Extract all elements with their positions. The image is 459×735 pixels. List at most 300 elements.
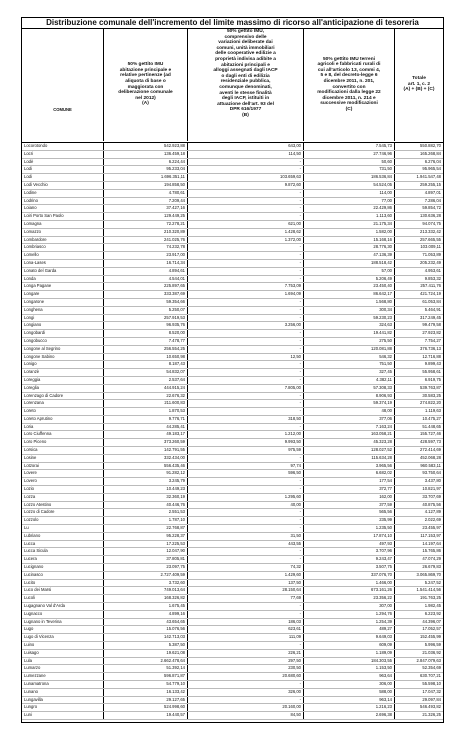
- cell-total: 10.821,97: [422, 486, 441, 492]
- cell-a: 2.551,53: [104, 509, 188, 516]
- cell-a: 256.554,25: [104, 346, 188, 353]
- cell-a: 333.387,69: [104, 291, 188, 298]
- table-row: [22, 626, 443, 634]
- cell-c: 115.634,28: [304, 455, 395, 462]
- table-row: [22, 572, 443, 580]
- cell-c: 8.906,93: [304, 393, 395, 400]
- table-row: [22, 221, 443, 229]
- cell-c: 48,00: [304, 408, 395, 415]
- cell-b: 226,21: [188, 650, 304, 657]
- cell-b: 111,09: [188, 634, 304, 641]
- cell-total: 5.247,52: [424, 579, 441, 585]
- table-row: [22, 712, 443, 720]
- cell-comune: Luco dei Marsi: [22, 587, 104, 594]
- header-column-c: 50% gettito IMU terreni agricoli e fabbricati rurali di cui all'articolo 13, commi 4, 5 e 8, del decreto-legge 6 dicembre 2011, n. 201, convertito con modificazioni dalla legge 22 dicembre 2011, n. 214 e successive modificazioni (C): [304, 28, 395, 141]
- cell-comune: Longare: [22, 291, 104, 298]
- cell-a: 29.127,65: [104, 697, 188, 704]
- cell-a: 542.923,88: [104, 143, 188, 150]
- cell-comune: Lozio: [22, 486, 104, 493]
- cell-a: 37.427,16: [104, 205, 188, 212]
- cell-c: 50,60: [304, 159, 395, 166]
- cell-comune: Lotzorai: [22, 463, 104, 470]
- cell-c: 300,34: [304, 307, 395, 314]
- table-row: [22, 299, 443, 307]
- cell-c: 609,09: [304, 642, 395, 649]
- cell-total: 51.448,65: [422, 423, 441, 429]
- table-row: [22, 650, 443, 658]
- cell-b: 297,50: [188, 658, 304, 665]
- cell-c: 1.294,76: [304, 611, 395, 618]
- table-row: [22, 642, 443, 650]
- table-row: [22, 229, 443, 237]
- table-row: [22, 619, 443, 627]
- cell-b: -: [188, 346, 304, 353]
- cell-c: 307,00: [304, 603, 395, 610]
- cell-c: 27.746,96: [304, 151, 395, 158]
- cell-a: 749.013,64: [104, 587, 188, 594]
- table-row: [22, 393, 443, 401]
- cell-total: 55.958,61: [422, 369, 441, 375]
- table-row: [22, 182, 443, 190]
- table-row: [22, 455, 443, 463]
- cell-total: 191.763,25: [420, 595, 441, 601]
- cell-b: -: [188, 400, 304, 407]
- cell-c: 47.136,39: [304, 252, 395, 259]
- table-row: [22, 268, 443, 276]
- cell-c: 23.356,22: [304, 595, 395, 602]
- cell-a: 241.025,76: [104, 237, 188, 244]
- cell-a: 210.320,89: [104, 229, 188, 236]
- cell-total: 152.455,99: [420, 634, 441, 640]
- cell-a: 211.600,83: [104, 400, 188, 407]
- cell-c: 7.163,24: [304, 424, 395, 431]
- cell-b: 186,03: [188, 619, 304, 626]
- table-row: [22, 377, 443, 385]
- table-row: [22, 291, 443, 299]
- cell-a: 2.727.409,59: [104, 572, 188, 579]
- cell-a: 16.714,34: [104, 260, 188, 267]
- cell-b: 623,61: [188, 626, 304, 633]
- cell-b: -: [188, 268, 304, 275]
- cell-total: 6.276,04: [424, 158, 441, 164]
- cell-comune: Lumarzo: [22, 665, 104, 672]
- cell-c: 184.303,55: [304, 658, 395, 665]
- cell-total: 103.009,11: [420, 244, 441, 250]
- cell-comune: Lodi Vecchio: [22, 182, 104, 189]
- cell-a: 444.915,24: [104, 385, 188, 392]
- cell-comune: Lodrino: [22, 198, 104, 205]
- cell-c: 1.582,00: [304, 229, 395, 236]
- table-row: [22, 502, 443, 510]
- table-row: [22, 166, 443, 174]
- cell-comune: Lodi: [22, 174, 104, 181]
- cell-a: 332.434,00: [104, 455, 188, 462]
- cell-total: 94.074,75: [422, 220, 441, 226]
- cell-total: 47.074,29: [422, 556, 441, 562]
- cell-b: -: [188, 455, 304, 462]
- cell-comune: Lomazzo: [22, 229, 104, 236]
- cell-a: 91.282,12: [104, 470, 188, 477]
- cell-comune: Lomello: [22, 252, 104, 259]
- cell-comune: Longhena: [22, 307, 104, 314]
- table-row: [22, 533, 443, 541]
- cell-total: 4.953,61: [424, 267, 441, 273]
- cell-c: 1.466,00: [304, 580, 395, 587]
- cell-b: 621,00: [188, 221, 304, 228]
- cell-total: 4.127,89: [424, 509, 441, 515]
- cell-a: 4.899,16: [104, 611, 188, 618]
- table-row: [22, 611, 443, 619]
- cell-a: 1.870,53: [104, 408, 188, 415]
- cell-b: 9.872,60: [188, 182, 304, 189]
- cell-b: 7.753,09: [188, 283, 304, 290]
- cell-total: 428.597,73: [420, 439, 441, 445]
- cell-c: 177,54: [304, 478, 395, 485]
- cell-comune: Loreglia: [22, 385, 104, 392]
- cell-c: 489,27: [304, 626, 395, 633]
- cell-a: 23.917,00: [104, 252, 188, 259]
- cell-c: 324,63: [304, 322, 395, 329]
- table-row: [22, 237, 443, 245]
- cell-total: 10.475,27: [422, 415, 441, 421]
- cell-comune: Longobucco: [22, 338, 104, 345]
- cell-b: 596,50: [188, 470, 304, 477]
- cell-b: -: [188, 330, 304, 337]
- cell-c: 546,32: [304, 354, 395, 361]
- cell-a: 556.435,46: [104, 463, 188, 470]
- cell-a: 257.919,53: [104, 315, 188, 322]
- cell-b: 28.150,64: [188, 587, 304, 594]
- cell-a: 12.047,90: [104, 548, 188, 555]
- cell-a: 19.621,08: [104, 650, 188, 657]
- cell-total: 257.411,76: [420, 283, 441, 289]
- cell-comune: Longarone: [22, 299, 104, 306]
- cell-total: 21.326,25: [422, 712, 441, 718]
- cell-comune: Lodine: [22, 190, 104, 197]
- cell-b: -: [188, 159, 304, 166]
- cell-c: 731,50: [304, 166, 395, 173]
- cell-b: 1.428,62: [188, 229, 304, 236]
- cell-total: 5.996,59: [424, 642, 441, 647]
- cell-a: 194.858,50: [104, 182, 188, 189]
- table-row: [22, 463, 443, 471]
- cell-comune: Longobardi: [22, 330, 104, 337]
- cell-c: 77,00: [304, 198, 395, 205]
- cell-comune: Lucinasco: [22, 572, 104, 579]
- cell-c: 162,00: [304, 494, 395, 501]
- table-row: [22, 151, 443, 159]
- table-row: [22, 330, 443, 338]
- cell-comune: Lugnacco: [22, 611, 104, 618]
- cell-comune: Lorenzago di Cadore: [22, 393, 104, 400]
- cell-comune: Lozzo Atestino: [22, 502, 104, 509]
- cell-a: 7.209,44: [104, 198, 188, 205]
- cell-a: 524.998,60: [104, 704, 188, 711]
- cell-b: -: [188, 486, 304, 493]
- cell-a: 51.392,14: [104, 665, 188, 672]
- table-row: [22, 260, 443, 268]
- cell-b: 77,69: [188, 595, 304, 602]
- cell-c: 588,00: [304, 689, 395, 696]
- cell-c: 163.058,21: [304, 431, 395, 438]
- cell-b: -: [188, 408, 304, 415]
- cell-a: 23.097,75: [104, 564, 188, 571]
- cell-a: 17.225,53: [104, 541, 188, 548]
- cell-total: 421.724,19: [420, 291, 441, 297]
- table-row: [22, 322, 443, 330]
- table-row: [22, 587, 443, 595]
- cell-total: 3.437,80: [424, 478, 441, 484]
- table-row: [22, 416, 443, 424]
- cell-comune: Lugo di Vicenza: [22, 634, 104, 641]
- cell-total: 4.897,01: [424, 189, 441, 195]
- cell-a: 10.650,98: [104, 354, 188, 361]
- cell-total: 539.763,87: [420, 384, 441, 390]
- table-row: [22, 408, 443, 416]
- cell-comune: Loiri Porto San Paolo: [22, 213, 104, 220]
- table-row: [22, 478, 443, 486]
- table-row: [22, 439, 443, 447]
- cell-b: 20.160,00: [188, 704, 304, 711]
- cell-total: 3.065.869,70: [416, 571, 441, 577]
- cell-b: 9.993,50: [188, 439, 304, 446]
- cell-b: -: [188, 611, 304, 618]
- cell-a: 22.768,87: [104, 525, 188, 532]
- cell-c: 15.168,16: [304, 237, 395, 244]
- cell-comune: Lunano: [22, 689, 104, 696]
- cell-comune: Lovero: [22, 478, 104, 485]
- cell-comune: Loreto Aprutino: [22, 416, 104, 423]
- table-row: [22, 385, 443, 393]
- cell-a: 44.285,41: [104, 424, 188, 431]
- cell-b: -: [188, 697, 304, 704]
- cell-a: 7.478,77: [104, 338, 188, 345]
- cell-comune: Locri: [22, 151, 104, 158]
- cell-c: 306,00: [304, 681, 395, 688]
- cell-total: 452.068,28: [420, 454, 441, 460]
- table-row: [22, 580, 443, 588]
- cell-total: 550.882,70: [420, 143, 441, 148]
- cell-total: 14.197,64: [422, 540, 441, 546]
- cell-b: -: [188, 315, 304, 322]
- cell-total: 317.249,45: [420, 314, 441, 320]
- cell-c: 2.696,38: [304, 712, 395, 719]
- cell-total: 1.982,45: [424, 603, 441, 609]
- cell-comune: Loreto: [22, 408, 104, 415]
- header-column-b: 50% gettito IMU, comprensivo delle variazioni deliberate dai comuni, unità immobiliari delle cooperative edilizie a proprietà indivisa adibite a abitazioni principali e alloggi assegnati dagli IACP o dagli enti di edilizia residenziale pubblica, comunque denominati, aventi le stesse finalità degli IACP, istituiti in attuazione dell'art. 93 del DPR 616/1977 (B): [188, 28, 304, 141]
- table-row: [22, 697, 443, 705]
- cell-comune: Lonato del Garda: [22, 268, 104, 275]
- table-row: [22, 556, 443, 564]
- table-row: [22, 681, 443, 689]
- header-column-total: Totale art. 1, c. 2 (A) + (B) + (C): [403, 76, 435, 93]
- cell-comune: Lozza: [22, 494, 104, 501]
- cell-comune: Lorenzana: [22, 400, 104, 407]
- cell-a: 168.326,82: [104, 595, 188, 602]
- table-row: [22, 400, 443, 408]
- cell-b: -: [188, 198, 304, 205]
- cell-c: 751,50: [304, 361, 395, 368]
- cell-total: 1.119,63: [425, 408, 441, 414]
- cell-b: -: [188, 213, 304, 220]
- table-body: [21, 143, 444, 723]
- table-row: [22, 213, 443, 221]
- cell-a: 74.232,78: [104, 244, 188, 251]
- cell-c: 57.308,33: [304, 385, 395, 392]
- cell-comune: Londa: [22, 276, 104, 283]
- cell-b: -: [188, 252, 304, 259]
- cell-comune: Lucignano: [22, 564, 104, 571]
- cell-comune: Lodi: [22, 166, 104, 173]
- cell-b: -: [188, 556, 304, 563]
- cell-comune: Locorotondo: [22, 143, 104, 150]
- cell-a: 5.387,50: [104, 642, 188, 649]
- cell-a: 37.805,81: [104, 556, 188, 563]
- cell-b: 318,50: [188, 416, 304, 423]
- table-row: [22, 143, 443, 151]
- cell-a: 10.449,23: [104, 486, 188, 493]
- cell-c: 186.536,84: [304, 174, 395, 181]
- cell-a: 3.245,79: [104, 478, 188, 485]
- cell-comune: Loria: [22, 424, 104, 431]
- cell-comune: Lucca: [22, 541, 104, 548]
- cell-b: 20.680,60: [188, 673, 304, 680]
- table-row: [22, 190, 443, 198]
- cell-b: 1.429,60: [188, 572, 304, 579]
- cell-a: 72.278,21: [104, 221, 188, 228]
- cell-c: 19.441,82: [304, 330, 395, 337]
- cell-c: 7.545,73: [304, 143, 395, 150]
- cell-b: -: [188, 260, 304, 267]
- cell-total: 99.479,58: [422, 322, 441, 328]
- cell-b: -: [188, 205, 304, 212]
- cell-total: 155.727,46: [420, 431, 441, 437]
- table-row: [22, 525, 443, 533]
- cell-total: 165.268,84: [420, 150, 441, 156]
- cell-b: -: [188, 276, 304, 283]
- table-row: [22, 634, 443, 642]
- cell-c: 54.524,05: [304, 182, 395, 189]
- cell-c: 22.429,86: [304, 205, 395, 212]
- cell-total: 546.493,82: [420, 704, 441, 710]
- cell-a: 1.696.351,11: [104, 174, 188, 181]
- cell-b: 12,50: [188, 354, 304, 361]
- table-row: [22, 447, 443, 455]
- cell-b: -: [188, 681, 304, 688]
- cell-comune: Losine: [22, 455, 104, 462]
- cell-a: 95.233,04: [104, 166, 188, 173]
- cell-a: 225.897,65: [104, 283, 188, 290]
- cell-total: 205.232,49: [420, 259, 441, 265]
- cell-comune: Lungro: [22, 704, 104, 711]
- cell-comune: Lucca Sicula: [22, 548, 104, 555]
- cell-b: 40,00: [188, 502, 304, 509]
- table-row: [22, 595, 443, 603]
- cell-b: 74,32: [188, 564, 304, 571]
- cell-a: 16.133,42: [104, 689, 188, 696]
- table-row: [22, 174, 443, 182]
- cell-total: 9.899,43: [424, 361, 441, 367]
- cell-total: 257.665,55: [420, 236, 441, 242]
- table-row: [22, 431, 443, 439]
- cell-b: -: [188, 424, 304, 431]
- cell-b: -: [188, 361, 304, 368]
- cell-a: 40.446,76: [104, 502, 188, 509]
- cell-b: -: [188, 369, 304, 376]
- cell-b: 31,50: [188, 533, 304, 540]
- cell-c: 5.206,49: [304, 276, 395, 283]
- cell-c: 21.175,34: [304, 221, 395, 228]
- cell-a: 43.654,65: [104, 619, 188, 626]
- cell-a: 59.354,66: [104, 299, 188, 306]
- cell-comune: Loro Piceno: [22, 439, 104, 446]
- cell-c: 120.081,88: [304, 346, 395, 353]
- cell-a: 2.662.478,64: [104, 658, 188, 665]
- table-row: [22, 658, 443, 666]
- cell-total: 52.354,69: [422, 665, 441, 671]
- table-header: [21, 28, 444, 143]
- cell-total: 117.153,97: [420, 532, 441, 538]
- cell-c: 377,06: [304, 416, 395, 423]
- table-row: [22, 361, 443, 369]
- cell-total: 12.716,88: [422, 353, 441, 359]
- cell-total: 93.750,64: [422, 470, 441, 476]
- cell-total: 71.053,89: [422, 252, 441, 258]
- cell-b: -: [188, 478, 304, 485]
- cell-comune: Lungavilla: [22, 697, 104, 704]
- cell-total: 7.286,04: [424, 197, 441, 203]
- cell-a: 9.776,71: [104, 416, 188, 423]
- cell-comune: Loranzè: [22, 369, 104, 376]
- cell-a: 142.713,03: [104, 634, 188, 641]
- cell-total: 960.583,11: [420, 462, 441, 468]
- cell-c: 23.450,40: [304, 283, 395, 290]
- cell-total: 9.853,32: [424, 275, 441, 281]
- cell-b: 97,74: [188, 463, 304, 470]
- cell-a: 49.183,17: [104, 431, 188, 438]
- cell-c: 673.161,26: [304, 587, 395, 594]
- table-row: [22, 564, 443, 572]
- cell-total: 27.923,82: [422, 330, 441, 336]
- cell-comune: Lugagnano Val d'Arda: [22, 603, 104, 610]
- cell-total: 55.598,10: [422, 680, 441, 686]
- cell-total: 6.919,75: [424, 376, 441, 382]
- cell-c: 377,59: [304, 502, 395, 509]
- cell-c: 57,00: [304, 268, 395, 275]
- cell-a: 6.224,44: [104, 159, 188, 166]
- table-row: [22, 283, 443, 291]
- cell-total: 1.941.547,48: [416, 174, 441, 180]
- cell-a: 1.675,45: [104, 603, 188, 610]
- cell-b: -: [188, 393, 304, 400]
- cell-total: 44.396,07: [422, 618, 441, 624]
- cell-c: 1.216,23: [304, 704, 395, 711]
- cell-c: 4.382,11: [304, 377, 395, 384]
- table-row: [22, 517, 443, 525]
- cell-c: 59.374,19: [304, 400, 395, 407]
- table-row: [22, 665, 443, 673]
- table-row: [22, 159, 443, 167]
- cell-c: 114,00: [304, 190, 395, 197]
- cell-total: 376.736,13: [420, 345, 441, 351]
- cell-c: 337.076,70: [304, 572, 395, 579]
- table-row: [22, 315, 443, 323]
- cell-c: 235,99: [304, 517, 395, 524]
- cell-a: 1.787,10: [104, 517, 188, 524]
- cell-total: 17.052,57: [422, 626, 441, 632]
- cell-comune: Lubriano: [22, 533, 104, 540]
- table-row: [22, 548, 443, 556]
